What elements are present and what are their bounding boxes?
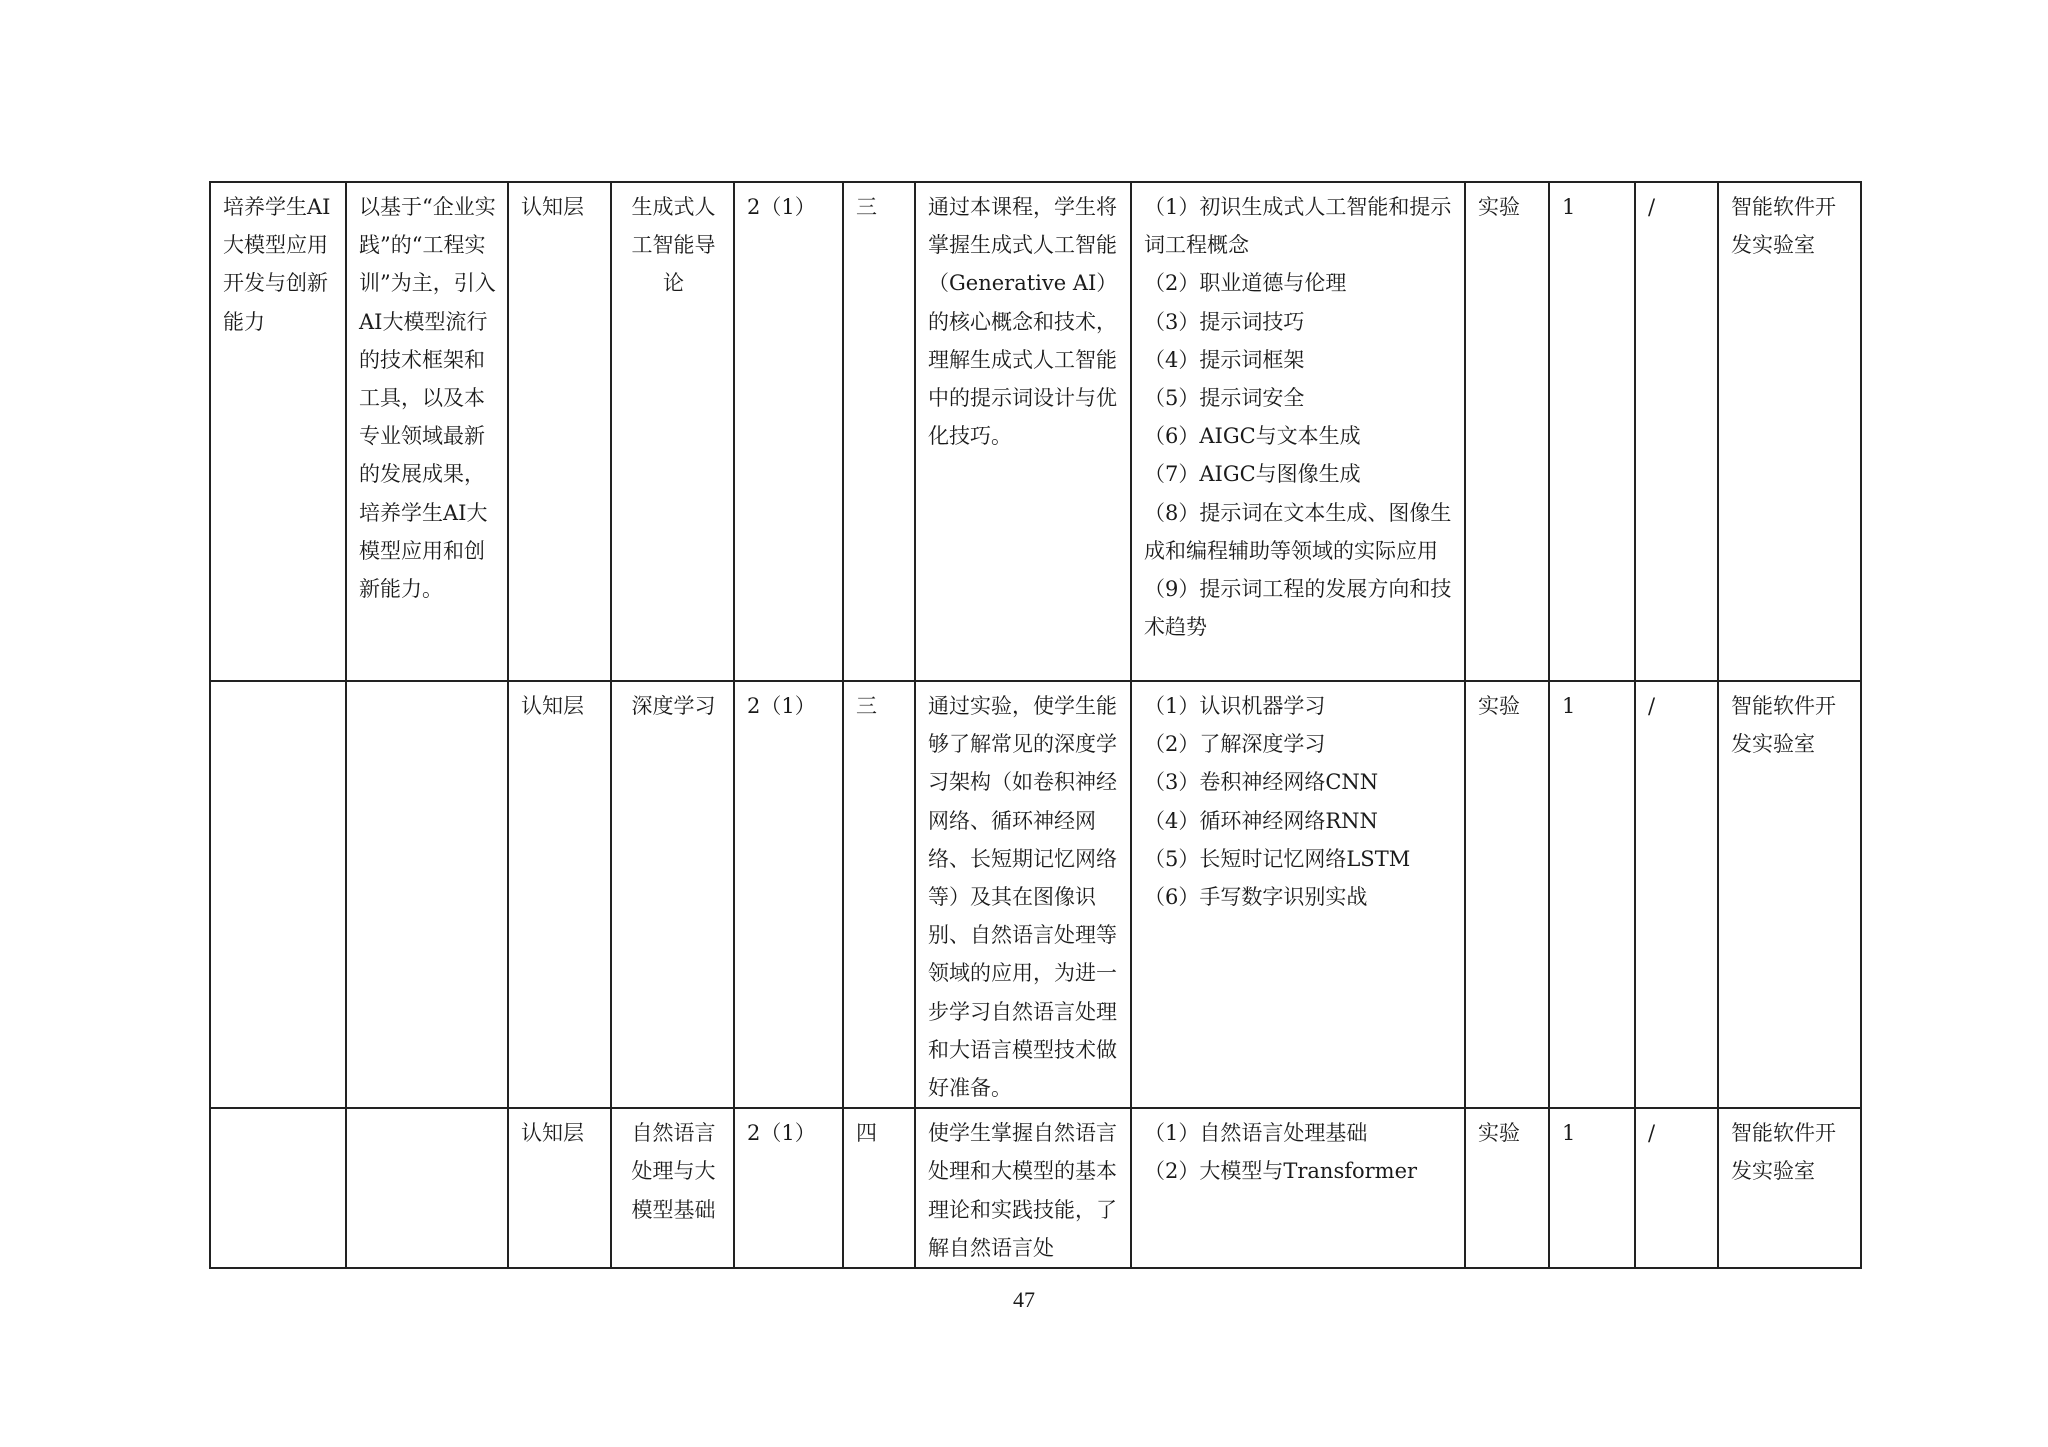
content-item: （4）循环神经网络RNN (1144, 808, 1378, 833)
location-cell: 智能软件开发实验室 (1718, 1108, 1861, 1268)
content-item: （8）提示词在文本生成、图像生成和编程辅助等领域的实际应用 (1144, 500, 1452, 563)
requirement-cell (346, 1108, 508, 1268)
table-row (210, 1108, 1861, 1268)
course-table (209, 181, 1862, 1269)
objective-cell: 使学生掌握自然语言处理和大模型的基本理论和实践技能，了解自然语言处 (915, 1108, 1131, 1268)
count-cell: 1 (1549, 681, 1635, 1108)
page-number: 47 (1013, 1287, 1035, 1312)
term-cell: 三 (843, 681, 915, 1108)
extra-cell: / (1635, 182, 1718, 681)
extra-cell: / (1635, 1108, 1718, 1268)
table-row (210, 681, 1861, 1108)
content-item: （1）认识机器学习 (1144, 694, 1326, 718)
course-name-cell: 自然语言处理与大模型基础 (611, 1108, 734, 1268)
training-goal-cell: 培养学生AI大模型应用开发与创新能力 (210, 182, 346, 681)
term-cell: 三 (843, 182, 915, 681)
level-cell: 认知层 (508, 182, 611, 681)
extra-cell: / (1635, 681, 1718, 1108)
content-item: （6）AIGC与文本生成 (1144, 424, 1361, 449)
content-item: （4）提示词框架 (1144, 347, 1305, 372)
location-cell: 智能软件开发实验室 (1718, 681, 1861, 1108)
content-item: （7）AIGC与图像生成 (1144, 462, 1361, 487)
content-item: （1）初识生成式人工智能和提示词工程概念 (1144, 195, 1452, 258)
term-cell: 四 (843, 1108, 915, 1268)
location-cell: 智能软件开发实验室 (1718, 182, 1861, 681)
credits-cell: 2（1） (734, 182, 843, 681)
count-cell: 1 (1549, 1108, 1635, 1268)
training-goal-cell (210, 1108, 346, 1268)
content-item: （5）长短时记忆网络LSTM (1144, 846, 1411, 871)
table-row (210, 182, 1861, 681)
objective-cell: 通过实验，使学生能够了解常见的深度学习架构（如卷积神经网络、循环神经网络、长短期记忆网络等）及其在图像识别、自然语言处理等领域的应用，为进一步学习自然语言处理和大语言模型技术做好准备。 (915, 681, 1131, 1108)
credits-cell: 2（1） (734, 1108, 843, 1268)
content-item: （6）手写数字识别实战 (1144, 885, 1368, 910)
content-cell (1131, 182, 1465, 681)
course-name-cell: 生成式人工智能导论 (611, 182, 734, 681)
requirement-cell: 以基于“企业实践”的“工程实训”为主，引入AI大模型流行的技术框架和工具，以及本专业领域最新的发展成果，培养学生AI大模型应用和创新能力。 (346, 182, 508, 681)
content-cell (1131, 681, 1465, 1108)
content-item: （2）职业道德与伦理 (1144, 271, 1347, 296)
type-cell: 实验 (1465, 1108, 1549, 1268)
content-item: （9）提示词工程的发展方向和技术趋势 (1144, 577, 1452, 640)
content-item: （2）了解深度学习 (1144, 732, 1326, 757)
level-cell: 认知层 (508, 681, 611, 1108)
content-item: （3）卷积神经网络CNN (1144, 770, 1379, 795)
content-item: （1）自然语言处理基础 (1144, 1121, 1368, 1146)
course-name-cell: 深度学习 (611, 681, 734, 1108)
objective-cell: 通过本课程，学生将掌握生成式人工智能（Generative AI）的核心概念和技术，理解生成式人工智能中的提示词设计与优化技巧。 (915, 182, 1131, 681)
content-cell (1131, 1108, 1465, 1268)
type-cell: 实验 (1465, 681, 1549, 1108)
credits-cell: 2（1） (734, 681, 843, 1108)
content-item: （3）提示词技巧 (1144, 309, 1305, 334)
level-cell: 认知层 (508, 1108, 611, 1268)
requirement-cell (346, 681, 508, 1108)
type-cell: 实验 (1465, 182, 1549, 681)
content-item: （5）提示词安全 (1144, 386, 1305, 411)
training-goal-cell (210, 681, 346, 1108)
count-cell: 1 (1549, 182, 1635, 681)
content-item: （2）大模型与Transformer (1144, 1159, 1418, 1184)
